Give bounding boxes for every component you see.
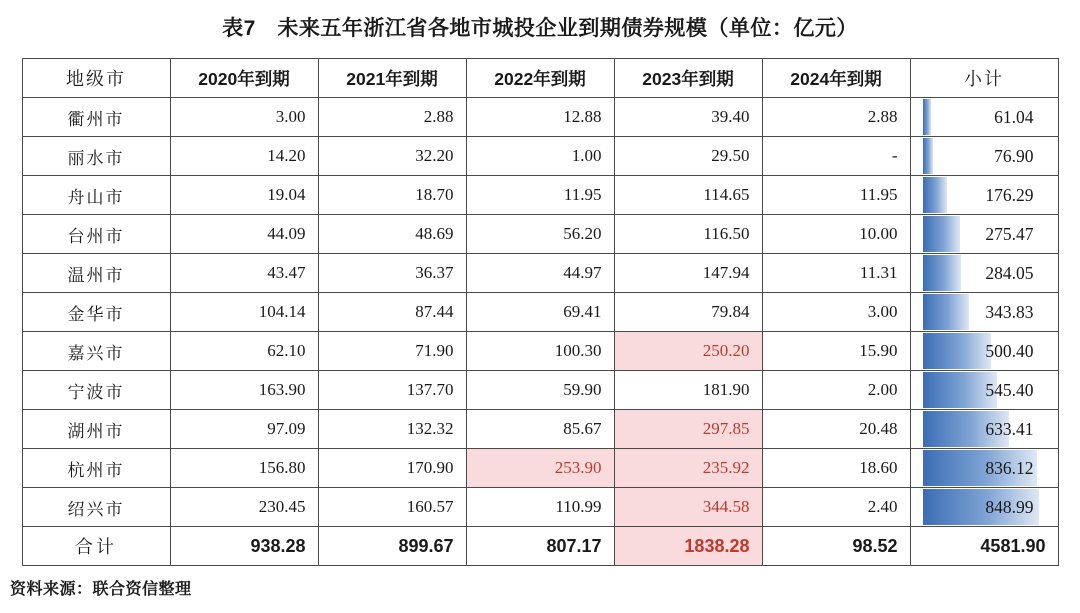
- cell-city: 丽水市: [22, 137, 170, 176]
- subtotal-data-bar: [923, 294, 970, 330]
- cell-year-2021: 132.32: [318, 410, 466, 449]
- column-header-2024: 2024年到期: [762, 59, 910, 98]
- cell-year-2021: 48.69: [318, 215, 466, 254]
- subtotal-value: 836.12: [985, 457, 1034, 478]
- subtotal-data-bar: [923, 177, 947, 213]
- column-header-2021: 2021年到期: [318, 59, 466, 98]
- cell-year-2023: 297.85: [614, 410, 762, 449]
- cell-subtotal: [910, 137, 1058, 176]
- cell-year-2022: 44.97: [466, 254, 614, 293]
- cell-subtotal: [910, 449, 1058, 488]
- cell-year-2020: 43.47: [170, 254, 318, 293]
- cell-year-2024: 15.90: [762, 332, 910, 371]
- cell-year-2021: 170.90: [318, 449, 466, 488]
- cell-year-2020: 230.45: [170, 488, 318, 527]
- cell-year-2022: 12.88: [466, 98, 614, 137]
- table-row: [22, 488, 1058, 527]
- cell-year-2022: 59.90: [466, 371, 614, 410]
- subtotal-data-bar: [923, 138, 934, 174]
- cell-year-2023: 116.50: [614, 215, 762, 254]
- subtotal-value: 848.99: [985, 496, 1034, 517]
- column-header-2020: 2020年到期: [170, 59, 318, 98]
- column-header-2023: 2023年到期: [614, 59, 762, 98]
- cell-year-2022: 1.00: [466, 137, 614, 176]
- bond-maturity-table: [22, 58, 1059, 566]
- column-header-subtotal: 小计: [910, 59, 1058, 98]
- cell-year-2024: 2.88: [762, 98, 910, 137]
- subtotal-value: 176.29: [985, 184, 1034, 205]
- cell-year-2023: 39.40: [614, 98, 762, 137]
- table-row: [22, 410, 1058, 449]
- cell-subtotal: [910, 215, 1058, 254]
- table-row: [22, 293, 1058, 332]
- table-row: [22, 98, 1058, 137]
- cell-year-2020: 156.80: [170, 449, 318, 488]
- subtotal-bar-wrap: [923, 332, 1046, 370]
- cell-subtotal: 4581.90: [910, 527, 1058, 566]
- cell-year-2021: 18.70: [318, 176, 466, 215]
- table-header-row: [22, 59, 1058, 98]
- cell-year-2021: 899.67: [318, 527, 466, 566]
- subtotal-value: 633.41: [985, 418, 1034, 439]
- cell-year-2021: 2.88: [318, 98, 466, 137]
- cell-year-2024: 18.60: [762, 449, 910, 488]
- cell-city: 温州市: [22, 254, 170, 293]
- cell-year-2023: 79.84: [614, 293, 762, 332]
- cell-year-2024: 3.00: [762, 293, 910, 332]
- subtotal-value: 76.90: [994, 145, 1034, 166]
- cell-year-2022: 56.20: [466, 215, 614, 254]
- cell-subtotal: [910, 293, 1058, 332]
- table-row: [22, 137, 1058, 176]
- cell-year-2024: 98.52: [762, 527, 910, 566]
- cell-city: 嘉兴市: [22, 332, 170, 371]
- subtotal-value: 545.40: [985, 379, 1034, 400]
- column-header-city: 地级市: [22, 59, 170, 98]
- subtotal-bar-wrap: [923, 215, 1046, 253]
- cell-year-2020: 97.09: [170, 410, 318, 449]
- cell-year-2023: 250.20: [614, 332, 762, 371]
- cell-year-2023: 147.94: [614, 254, 762, 293]
- cell-subtotal: [910, 98, 1058, 137]
- cell-year-2023: 344.58: [614, 488, 762, 527]
- table-row: [22, 449, 1058, 488]
- cell-year-2020: 938.28: [170, 527, 318, 566]
- cell-year-2021: 87.44: [318, 293, 466, 332]
- cell-year-2024: 2.00: [762, 371, 910, 410]
- subtotal-bar-wrap: [923, 98, 1046, 136]
- cell-year-2024: 2.40: [762, 488, 910, 527]
- cell-year-2020: 163.90: [170, 371, 318, 410]
- subtotal-data-bar: [923, 99, 931, 135]
- table-header: [22, 59, 1058, 98]
- table-row: [22, 215, 1058, 254]
- cell-city: 金华市: [22, 293, 170, 332]
- cell-year-2022: 807.17: [466, 527, 614, 566]
- subtotal-data-bar: [923, 216, 961, 252]
- subtotal-value: 275.47: [985, 223, 1034, 244]
- table-row: [22, 332, 1058, 371]
- subtotal-bar-wrap: [923, 254, 1046, 292]
- cell-year-2023: 29.50: [614, 137, 762, 176]
- cell-city: 舟山市: [22, 176, 170, 215]
- cell-year-2024: 20.48: [762, 410, 910, 449]
- cell-subtotal: [910, 410, 1058, 449]
- cell-city: 合计: [22, 527, 170, 566]
- cell-year-2020: 104.14: [170, 293, 318, 332]
- table-body: [22, 98, 1058, 566]
- cell-year-2022: 253.90: [466, 449, 614, 488]
- table-row: [22, 371, 1058, 410]
- cell-year-2021: 71.90: [318, 332, 466, 371]
- subtotal-data-bar: [923, 255, 962, 291]
- cell-city: 杭州市: [22, 449, 170, 488]
- cell-year-2021: 160.57: [318, 488, 466, 527]
- subtotal-bar-wrap: [923, 137, 1046, 175]
- cell-city: 衢州市: [22, 98, 170, 137]
- subtotal-data-bar: [923, 333, 991, 369]
- subtotal-bar-wrap: [923, 488, 1046, 526]
- cell-year-2024: 10.00: [762, 215, 910, 254]
- cell-year-2022: 100.30: [466, 332, 614, 371]
- cell-city: 台州市: [22, 215, 170, 254]
- table-total-row: [22, 527, 1058, 566]
- cell-year-2024: 11.31: [762, 254, 910, 293]
- cell-year-2020: 44.09: [170, 215, 318, 254]
- column-header-2022: 2022年到期: [466, 59, 614, 98]
- cell-year-2022: 69.41: [466, 293, 614, 332]
- subtotal-bar-wrap: [923, 293, 1046, 331]
- page-title: 表7 未来五年浙江省各地市城投企业到期债券规模（单位：亿元）: [222, 17, 858, 40]
- subtotal-value: 500.40: [985, 340, 1034, 361]
- cell-subtotal: [910, 488, 1058, 527]
- cell-year-2021: 137.70: [318, 371, 466, 410]
- table-row: [22, 176, 1058, 215]
- cell-year-2023: 235.92: [614, 449, 762, 488]
- cell-year-2020: 62.10: [170, 332, 318, 371]
- cell-city: 湖州市: [22, 410, 170, 449]
- subtotal-value: 284.05: [985, 262, 1034, 283]
- cell-subtotal: [910, 332, 1058, 371]
- table-row: [22, 254, 1058, 293]
- cell-subtotal: [910, 176, 1058, 215]
- cell-year-2023: 181.90: [614, 371, 762, 410]
- cell-subtotal: [910, 371, 1058, 410]
- subtotal-bar-wrap: [923, 176, 1046, 214]
- cell-year-2023: 114.65: [614, 176, 762, 215]
- cell-city: 宁波市: [22, 371, 170, 410]
- cell-year-2021: 36.37: [318, 254, 466, 293]
- cell-year-2022: 85.67: [466, 410, 614, 449]
- cell-city: 绍兴市: [22, 488, 170, 527]
- source-note: 资料来源：联合资信整理: [10, 581, 192, 598]
- subtotal-value: 61.04: [994, 106, 1034, 127]
- cell-year-2021: 32.20: [318, 137, 466, 176]
- cell-year-2020: 3.00: [170, 98, 318, 137]
- cell-year-2024: -: [762, 137, 910, 176]
- subtotal-bar-wrap: [923, 449, 1046, 487]
- cell-year-2020: 14.20: [170, 137, 318, 176]
- subtotal-bar-wrap: [923, 410, 1046, 448]
- subtotal-bar-wrap: [923, 371, 1046, 409]
- cell-year-2024: 11.95: [762, 176, 910, 215]
- cell-year-2020: 19.04: [170, 176, 318, 215]
- subtotal-value: 343.83: [985, 301, 1034, 322]
- cell-year-2022: 11.95: [466, 176, 614, 215]
- cell-subtotal: [910, 254, 1058, 293]
- cell-year-2023: 1838.28: [614, 527, 762, 566]
- cell-year-2022: 110.99: [466, 488, 614, 527]
